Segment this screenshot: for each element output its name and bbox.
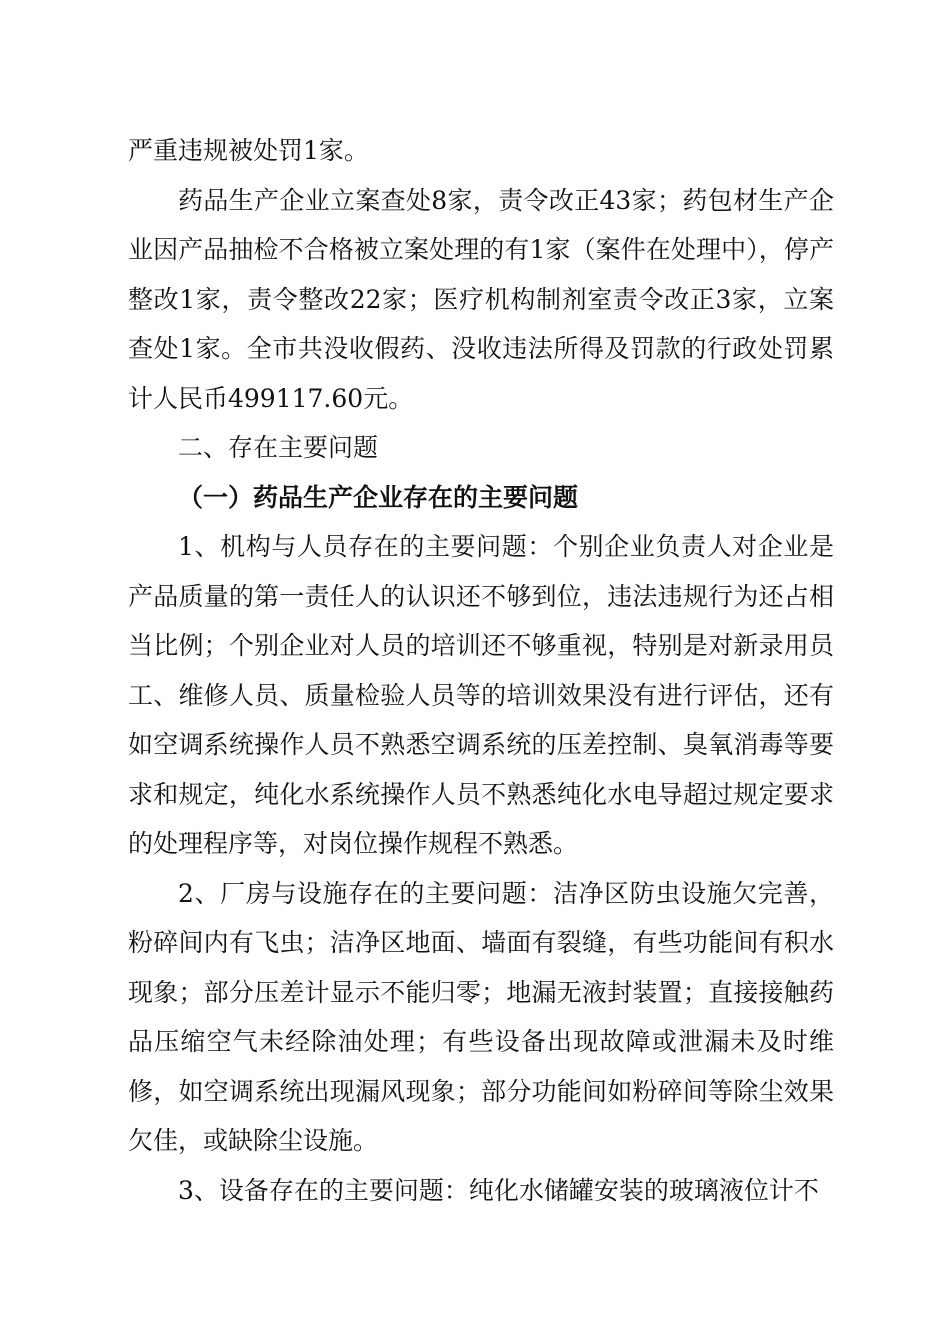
paragraph-enforcement-summary: 药品生产企业立案查处8家，责令改正43家；药包材生产企业因产品抽检不合格被立案处理的有1家（案件在处理中），停产整改1家，责令整改22家；医疗机构制剂室责令改正3家，立案查处1家。全市共没收假药、没收违法所得及罚款的行政处罚累计人民币499117.60元。 bbox=[128, 185, 834, 413]
document-page bbox=[128, 126, 834, 1215]
subsection-heading: （一）药品生产企业存在的主要问题 bbox=[178, 482, 579, 512]
paragraph-item-1: 1、机构与人员存在的主要问题：个别企业负责人对企业是产品质量的第一责任人的认识还不够到位，违法违规行为还占相当比例；个别企业对人员的培训还不够重视，特别是对新录用员工、维修人员、质量检验人员等的培训效果没有进行评估，还有如空调系统操作人员不熟悉空调系统的压差控制、臭氧消毒等要求和规定，纯化水系统操作人员不熟悉纯化水电导超过规定要求的处理程序等，对岗位操作规程不熟悉。 bbox=[128, 532, 834, 858]
paragraph-item-2: 2、厂房与设施存在的主要问题：洁净区防虫设施欠完善，粉碎间内有飞虫；洁净区地面、墙面有裂缝，有些功能间有积水现象；部分压差计显示不能归零；地漏无液封装置；直接接触药品压缩空气未经除油处理；有些设备出现故障或泄漏未及时维修，如空调系统出现漏风现象；部分功能间如粉碎间等除尘效果欠佳，或缺除尘设施。 bbox=[128, 878, 834, 1155]
paragraph-continuation: 严重违规被处罚1家。 bbox=[128, 136, 369, 165]
paragraph-item-3: 3、设备存在的主要问题：纯化水储罐安装的玻璃液位计不 bbox=[178, 1175, 819, 1205]
section-heading: 二、存在主要问题 bbox=[178, 433, 379, 462]
